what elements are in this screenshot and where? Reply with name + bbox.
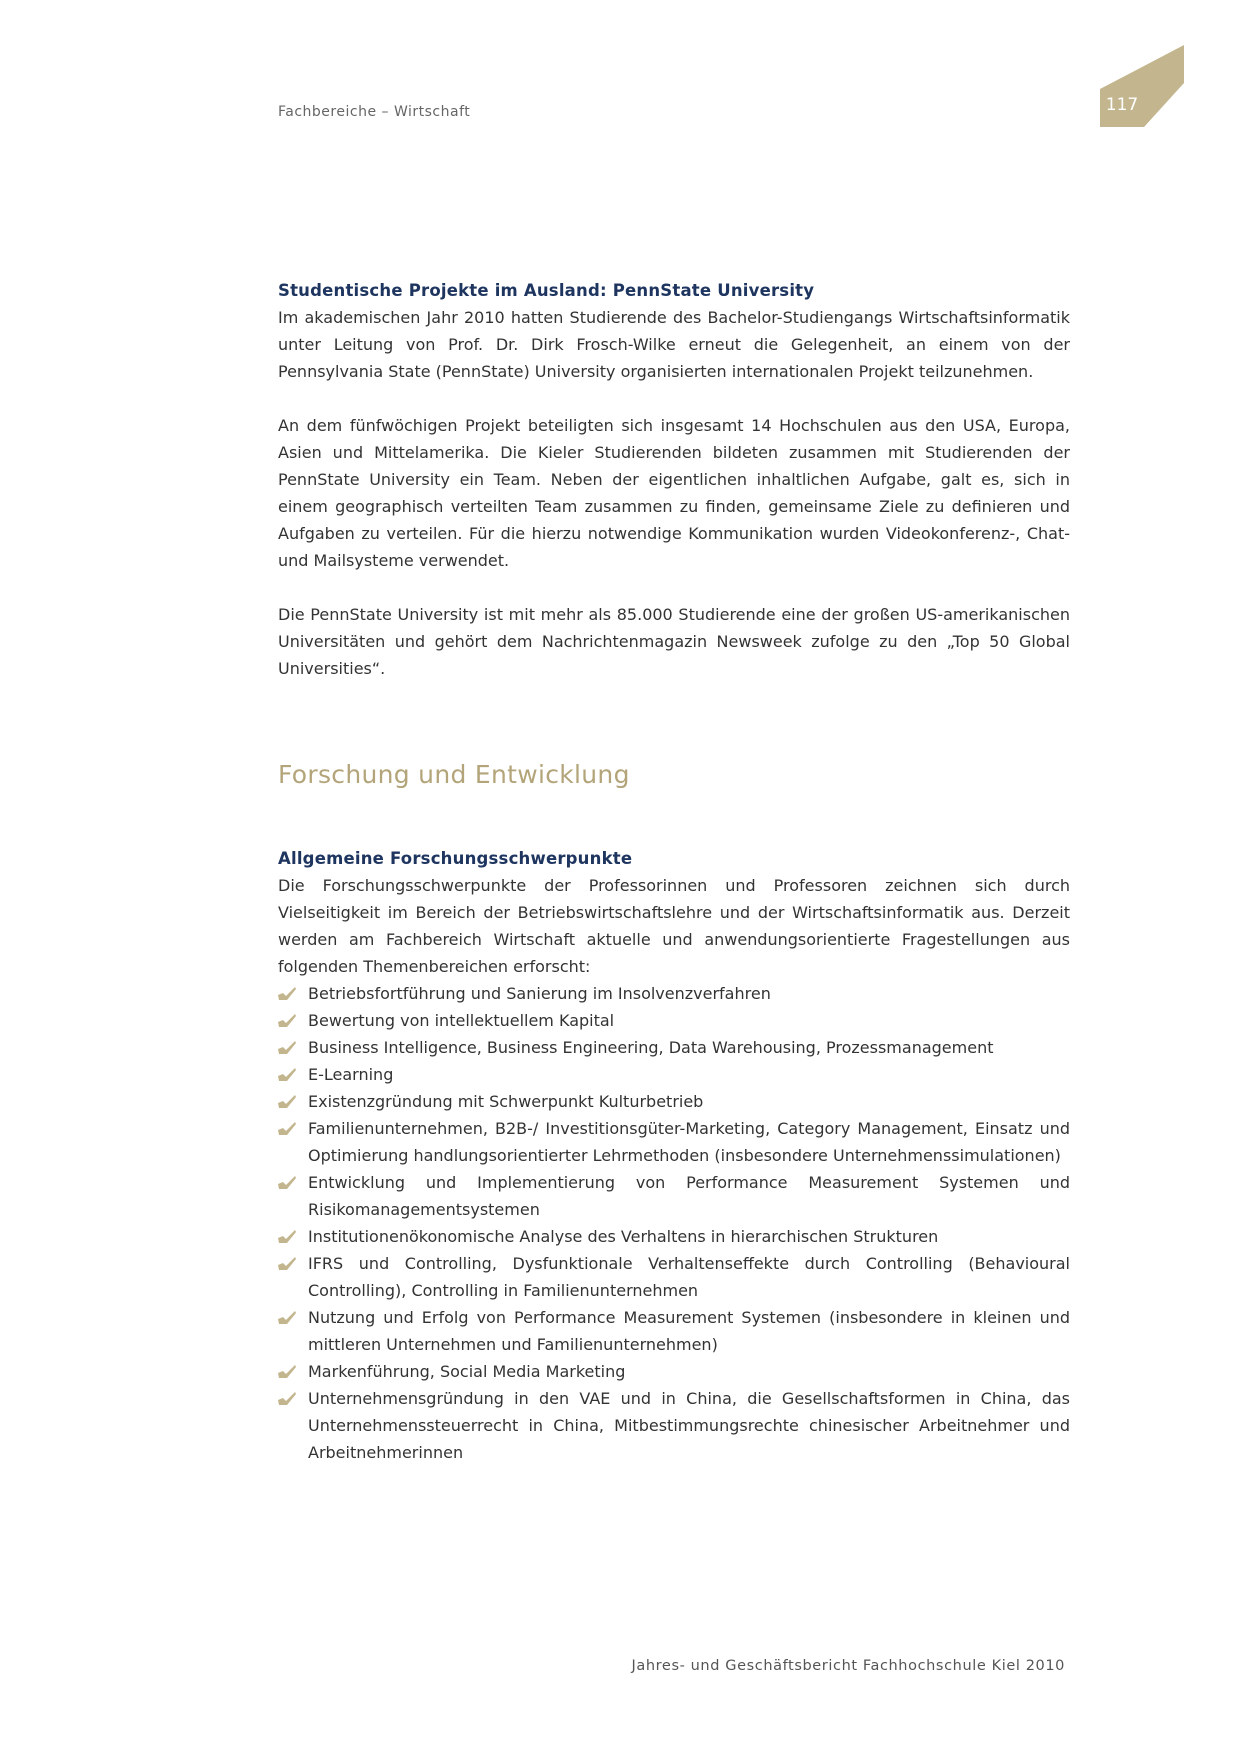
check-icon [278,1391,296,1406]
project-paragraph-2: An dem fünfwöchigen Projekt beteiligten sich insgesamt 14 Hochschulen aus den USA, Europa, Asien und Mittelamerika. Die Kieler Studierenden bildeten zusammen mit Studierenden der PennState University ein Team. Neben der eigentlichen inhaltlichen Aufgabe, galt es, sich in einem geographisch verteilten Team zusammen zu finden, gemeinsame Ziele zu definieren und Aufgaben zu verteilen. Für die hierzu notwendige Kommunikation wurden Videokonferenz-, Chat- und Mailsysteme verwendet. [278,416,1070,570]
research-intro: Die Forschungsschwerpunkte der Professorinnen und Professoren zeichnen sich durch Vielseitigkeit im Bereich der Betriebswirtschaftslehre und der Wirtschaftsinformatik aus. Derzeit werden am Fachbereich Wirtschaft aktuelle und anwendungsorientierte Fragestellungen aus folgenden Themenbereichen erforscht: [278,876,1070,976]
list-item [278,980,1070,1007]
list-item-text: Entwicklung und Implementierung von Performance Measurement Systemen und Risikomanagementsystemen [308,1173,1070,1219]
list-item-text: Nutzung und Erfolg von Performance Measurement Systemen (insbesondere in kleinen und mittleren Unternehmen und Familienunternehmen) [308,1308,1070,1354]
project-paragraph-1: Im akademischen Jahr 2010 hatten Studierende des Bachelor-Studiengangs Wirtschaftsinformatik unter Leitung von Prof. Dr. Dirk Frosch-Wilke erneut die Gelegenheit, an einem von der Pennsylvania State (PennState) University organisierten internationalen Projekt teilzunehmen. [278,308,1070,381]
list-item-text: Betriebsfortführung und Sanierung im Insolvenzverfahren [308,984,771,1003]
research-section-title: Forschung und Entwicklung [278,760,630,789]
list-item [278,1061,1070,1088]
list-item-text: Existenzgründung mit Schwerpunkt Kulturbetrieb [308,1092,704,1111]
check-icon [278,1256,296,1271]
list-item [278,1250,1070,1304]
list-item-text: Familienunternehmen, B2B-/ Investitionsgüter-Marketing, Category Management, Einsatz und Optimierung handlungsorientierter Lehrmethoden (insbesondere Unternehmenssimulationen) [308,1119,1070,1165]
check-icon [278,1175,296,1190]
list-item [278,1169,1070,1223]
list-item-text: IFRS und Controlling, Dysfunktionale Verhaltenseffekte durch Controlling (Behavioural Controlling), Controlling in Familienunternehmen [308,1254,1070,1300]
project-heading: Studentische Projekte im Ausland: PennState University [278,281,815,300]
list-item [278,1223,1070,1250]
footer-text: Jahres- und Geschäftsbericht Fachhochschule Kiel 2010 [631,1658,1065,1674]
check-icon [278,1310,296,1325]
check-icon [278,1121,296,1136]
check-icon [278,1040,296,1055]
check-icon [278,986,296,1001]
project-paragraph-3: Die PennState University ist mit mehr als 85.000 Studierende eine der großen US-amerikanischen Universitäten und gehört dem Nachrichtenmagazin Newsweek zufolge zu den „Top 50 Global Universities“. [278,605,1070,678]
research-topics-list [278,980,1070,1466]
list-item [278,1034,1070,1061]
list-item [278,1088,1070,1115]
list-item-text: E-Learning [308,1065,394,1084]
list-item [278,1115,1070,1169]
list-item-text: Bewertung von intellektuellem Kapital [308,1011,615,1030]
research-section [278,845,1070,1466]
check-icon [278,1013,296,1028]
check-icon [278,1229,296,1244]
check-icon [278,1094,296,1109]
check-icon [278,1364,296,1379]
page-number: 117 [1105,95,1139,115]
list-item [278,1358,1070,1385]
list-item-text: Institutionenökonomische Analyse des Verhaltens in hierarchischen Strukturen [308,1227,939,1246]
research-heading: Allgemeine Forschungsschwerpunkte [278,849,633,868]
list-item [278,1007,1070,1034]
project-section [278,277,1070,682]
list-item [278,1385,1070,1466]
section-label: Fachbereiche – Wirtschaft [278,104,471,120]
page-number-tab [1100,45,1184,127]
check-icon [278,1067,296,1082]
list-item-text: Markenführung, Social Media Marketing [308,1362,626,1381]
list-item-text: Business Intelligence, Business Engineering, Data Warehousing, Prozessmanagement [308,1038,994,1057]
list-item [278,1304,1070,1358]
list-item-text: Unternehmensgründung in den VAE und in China, die Gesellschaftsformen in China, das Unternehmenssteuerrecht in China, Mitbestimmungsrechte chinesischer Arbeitnehmer und Arbeitnehmerinnen [308,1389,1070,1462]
